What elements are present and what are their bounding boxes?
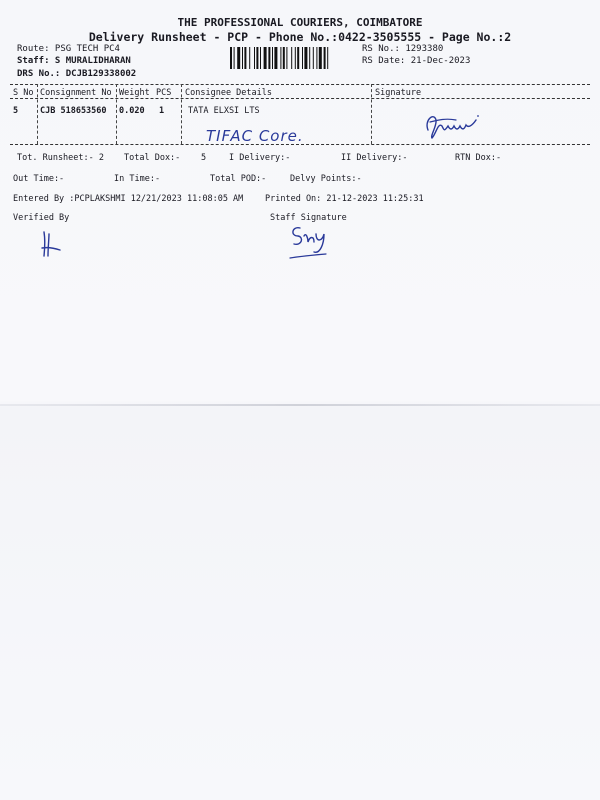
paper-fold-line [0, 404, 600, 406]
in-time: In Time:- [114, 174, 161, 184]
drs-label: DRS No.: DCJB129338002 [17, 69, 137, 79]
delvy-points: Delvy Points:- [290, 174, 362, 184]
ii-delivery: II Delivery:- [341, 153, 408, 163]
row-sno: 5 [13, 106, 19, 116]
rs-number: RS No.: 1293380 [362, 44, 444, 54]
staff-label: Staff: S MURALIDHARAN [17, 56, 131, 66]
verified-signature [36, 226, 66, 260]
col-header-sno: S No [13, 88, 34, 98]
col-sep-4 [371, 84, 372, 144]
entered-by: Entered By :PCPLAKSHMI 12/21/2023 11:08:05 AM [13, 194, 244, 204]
printed-on: Printed On: 21-12-2023 11:25:31 [265, 194, 424, 204]
col-sep-1 [37, 84, 38, 144]
row-pcs: 1 [159, 106, 165, 116]
row-consignment-no: CJB 518653560 [40, 106, 107, 116]
total-pod: Total POD:- [210, 174, 267, 184]
table-header-rule [10, 98, 590, 99]
route-label: Route: PSG TECH PC4 [17, 44, 120, 54]
col-header-weight: Weight [119, 88, 150, 98]
col-header-signature: Signature [375, 88, 422, 98]
staff-signature [286, 222, 334, 262]
out-time: Out Time:- [13, 174, 65, 184]
handwritten-consignee-note: TIFAC Core. [206, 127, 304, 145]
total-dox-value: 5 [201, 153, 207, 163]
col-header-consignee: Consignee Details [185, 88, 272, 98]
col-header-consignment: Consignment No [40, 88, 112, 98]
company-title: THE PROFESSIONAL COURIERS, COIMBATORE [177, 16, 423, 29]
runsheet-subtitle: Delivery Runsheet - PCP - Phone No.:0422-3505555 - Page No.:2 [88, 30, 512, 44]
i-delivery: I Delivery:- [229, 153, 291, 163]
col-sep-2 [116, 84, 117, 144]
col-sep-3 [181, 84, 182, 144]
barcode [230, 47, 358, 69]
total-dox-label: Total Dox:- [124, 153, 181, 163]
rtn-dox: RTN Dox:- [455, 153, 502, 163]
verified-by-label: Verified By [13, 213, 70, 223]
rs-date: RS Date: 21-Dec-2023 [362, 56, 471, 66]
row-consignee: TATA ELXSI LTS [188, 106, 260, 116]
table-top-rule [10, 84, 590, 85]
total-runsheet: Tot. Runsheet:- 2 [17, 153, 104, 163]
row-weight: 0.020 [119, 106, 145, 116]
staff-signature-label: Staff Signature [270, 213, 347, 223]
receiver-signature [420, 108, 490, 142]
col-header-pcs: PCS [156, 88, 172, 98]
